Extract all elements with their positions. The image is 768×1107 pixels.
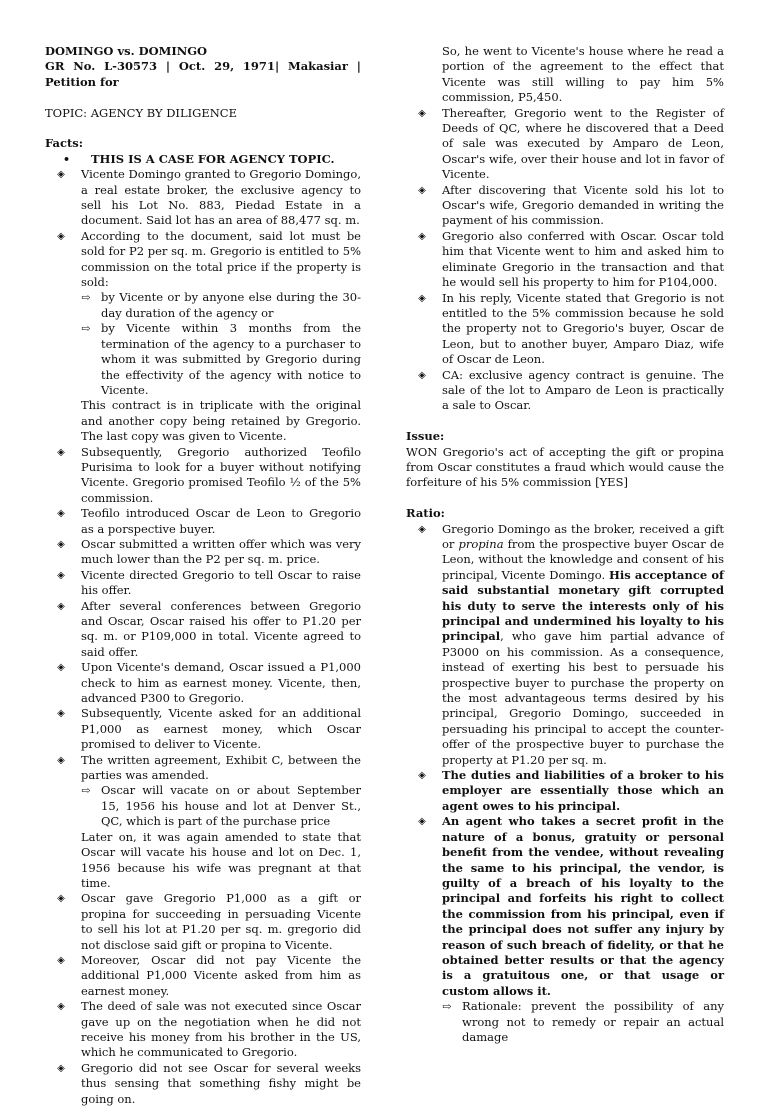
- continuation-text: Later on, it was again amended to state that Oscar will vacate his house and lot on Dec. 1, 1956 because his wife was pregnant at that time.: [81, 829, 361, 890]
- list-item: ◈ Moreover, Oscar did not pay Vicente the additional P1,000 Vicente asked from him as earnest money.: [45, 953, 361, 999]
- diamond-bullet-icon: ◈: [57, 508, 65, 520]
- ratio-heading: Ratio:: [406, 506, 445, 521]
- list-item: ◈ Vicente Domingo granted to Gregorio Domingo, a real estate broker, the exclusive agency to sell his Lot No. 883, Piedad Estate in a document. Said lot has an area of 88,477 sq. m.: [45, 167, 361, 229]
- diamond-bullet-icon: ◈: [57, 754, 65, 766]
- topic-line: TOPIC: AGENCY BY DILIGENCE: [45, 105, 237, 120]
- diamond-bullet-icon: ◈: [418, 107, 426, 119]
- diamond-bullet-icon: ◈: [418, 230, 426, 242]
- facts-heading: Facts:: [45, 136, 84, 151]
- list-item: ◈ After discovering that Vicente sold his lot to Oscar's wife, Gregorio demanded in writing the payment of his commission.: [406, 183, 724, 229]
- sub-list-item: ⇨ Oscar will vacate on or about September 15, 1956 his house and lot at Denver St., QC, which is part of the purchase price: [45, 783, 361, 829]
- list-item: ◈ According to the document, said lot must be sold for P2 per sq. m. Gregorio is entitled to 5% commission on the total price if the property is sold:: [45, 229, 361, 291]
- arrow-right-icon: ⇨: [81, 322, 91, 336]
- list-item: ◈ CA: exclusive agency contract is genuine. The sale of the lot to Amparo de Leon is practically a sale to Oscar.: [406, 368, 724, 414]
- list-item: ◈ In his reply, Vicente stated that Gregorio is not entitled to the 5% commission because he sold the property not to Gregorio's buyer, Oscar de Leon, but to another buyer, Amparo Diaz, wife of Oscar de Leon.: [406, 291, 724, 368]
- facts-note: • THIS IS A CASE FOR AGENCY TOPIC.: [63, 151, 335, 166]
- diamond-bullet-icon: ◈: [57, 893, 65, 905]
- diamond-bullet-icon: ◈: [57, 1062, 65, 1074]
- list-item: ◈ Vicente directed Gregorio to tell Oscar to raise his offer.: [45, 568, 361, 599]
- diamond-bullet-icon: ◈: [418, 184, 426, 196]
- diamond-bullet-icon: ◈: [418, 292, 426, 304]
- diamond-bullet-icon: ◈: [57, 169, 65, 181]
- arrow-right-icon: ⇨: [81, 291, 91, 305]
- list-item: ◈ The duties and liabilities of a broker to his employer are essentially those which an agent owes to his principal.: [406, 768, 724, 814]
- diamond-bullet-icon: ◈: [57, 954, 65, 966]
- list-item: ◈ The deed of sale was not executed since Oscar gave up on the negotiation when he did not receive his money from his brother in the US, which he communicated to Gregorio.: [45, 999, 361, 1061]
- list-item: ◈ Gregorio also conferred with Oscar. Oscar told him that Vicente went to him and asked him to eliminate Gregorio in the transaction and that he would sell his property to him for P104,000.: [406, 229, 724, 291]
- list-item: ◈ Oscar submitted a written offer which was very much lower than the P2 per sq. m. price.: [45, 537, 361, 568]
- continuation-text: This contract is in triplicate with the original and another copy being retained by Gregorio. The last copy was given to Vicente.: [81, 398, 361, 444]
- bullet-dot-icon: •: [63, 152, 71, 166]
- list-item: ◈ Teofilo introduced Oscar de Leon to Gregorio as a porspective buyer.: [45, 506, 361, 537]
- list-item: ◈ Thereafter, Gregorio went to the Register of Deeds of QC, where he discovered that a Deed of sale was executed by Amparo de Leon, Oscar's wife, over their house and lot in favor of Vicente.: [406, 106, 724, 183]
- sub-list-item: ⇨ Rationale: prevent the possibility of any wrong not to remedy or repair an actual damage: [406, 999, 724, 1045]
- diamond-bullet-icon: ◈: [418, 770, 426, 782]
- diamond-bullet-icon: ◈: [418, 523, 426, 535]
- issue-heading: Issue:: [406, 429, 445, 444]
- list-item: ◈ Oscar gave Gregorio P1,000 as a gift or propina for succeeding in persuading Vicente to sell his lot at P1.20 per sq. m. gregorio did not disclose said gift or propina to Vicente.: [45, 891, 361, 953]
- list-item: ◈ Subsequently, Vicente asked for an additional P1,000 as earnest money, which Oscar promised to deliver to Vicente.: [45, 706, 361, 752]
- list-item: ◈ An agent who takes a secret profit in the nature of a bonus, gratuity or personal benefit from the vendee, without revealing the same to his principal, the vendor, is guilty of a breach of his loyalty to the principal and forfeits his right to collect the commission from his principal, even if the principal does not suffer any injury by reason of such breach of fidelity, or that he obtained better results or that the agency is a gratuitous one, or that usage or custom allows it.: [406, 814, 724, 999]
- case-citation: GR No. L-30573 | Oct. 29, 1971| Makasiar | Petition for: [45, 59, 361, 89]
- diamond-bullet-icon: ◈: [57, 538, 65, 550]
- list-item: ◈ The written agreement, Exhibit C, between the parties was amended.: [45, 753, 361, 784]
- sub-list-item: ⇨ by Vicente or by anyone else during the 30-day duration of the agency or: [45, 290, 361, 321]
- case-title: DOMINGO vs. DOMINGO: [45, 44, 208, 58]
- diamond-bullet-icon: ◈: [418, 816, 426, 828]
- diamond-bullet-icon: ◈: [57, 1001, 65, 1013]
- diamond-bullet-icon: ◈: [57, 230, 65, 242]
- sub-list-item: ⇨ by Vicente within 3 months from the termination of the agency to a purchaser to whom it was submitted by Gregorio during the effectivity of the agency with notice to Vicente.: [45, 321, 361, 398]
- arrow-right-icon: ⇨: [81, 784, 91, 798]
- diamond-bullet-icon: ◈: [57, 708, 65, 720]
- left-column: [45, 44, 361, 1107]
- diamond-bullet-icon: ◈: [57, 600, 65, 612]
- diamond-bullet-icon: ◈: [57, 569, 65, 581]
- issue-text: WON Gregorio's act of accepting the gift or propina from Oscar constitutes a fraud which would cause the forfeiture of his 5% commission [YES]: [406, 444, 724, 490]
- arrow-right-icon: ⇨: [442, 1000, 452, 1014]
- list-item: ◈ After several conferences between Gregorio and Oscar, Oscar raised his offer to P1.20 per sq. m. or P109,000 in total. Vicente agreed to said offer.: [45, 599, 361, 661]
- diamond-bullet-icon: ◈: [57, 662, 65, 674]
- list-item: ◈ Upon Vicente's demand, Oscar issued a P1,000 check to him as earnest money. Vicente, then, advanced P300 to Gregorio.: [45, 660, 361, 706]
- list-item: ◈ Gregorio Domingo as the broker, received a gift or propina from the prospective buyer Oscar de Leon, without the knowledge and consent of his principal, Vicente Domingo. His acceptance of said substantial monetary gift corrupted his duty to serve the interests only of his principal and undermined his loyalty to his principal, who gave him partial advance of P3000 on his commission. As a consequence, instead of exerting his best to persuade his prospective buyer to purchase the property on the most advantageous terms desired by his principal, Gregorio Domingo, succeeded in persuading his principal to accept the counter-offer of the prospective buyer to purchase the property at P1.20 per sq. m.: [406, 522, 724, 769]
- diamond-bullet-icon: ◈: [418, 369, 426, 381]
- continuation-text: So, he went to Vicente's house where he read a portion of the agreement to the effect that Vicente was still willing to pay him 5% commission, P5,450.: [442, 44, 724, 105]
- list-item: ◈ Gregorio did not see Oscar for several weeks thus sensing that something fishy might be going on.: [45, 1061, 361, 1107]
- diamond-bullet-icon: ◈: [57, 446, 65, 458]
- list-item: ◈ Subsequently, Gregorio authorized Teofilo Purisima to look for a buyer without notifying Vicente. Gregorio promised Teofilo ½ of the 5% commission.: [45, 445, 361, 507]
- right-column: [406, 44, 724, 1045]
